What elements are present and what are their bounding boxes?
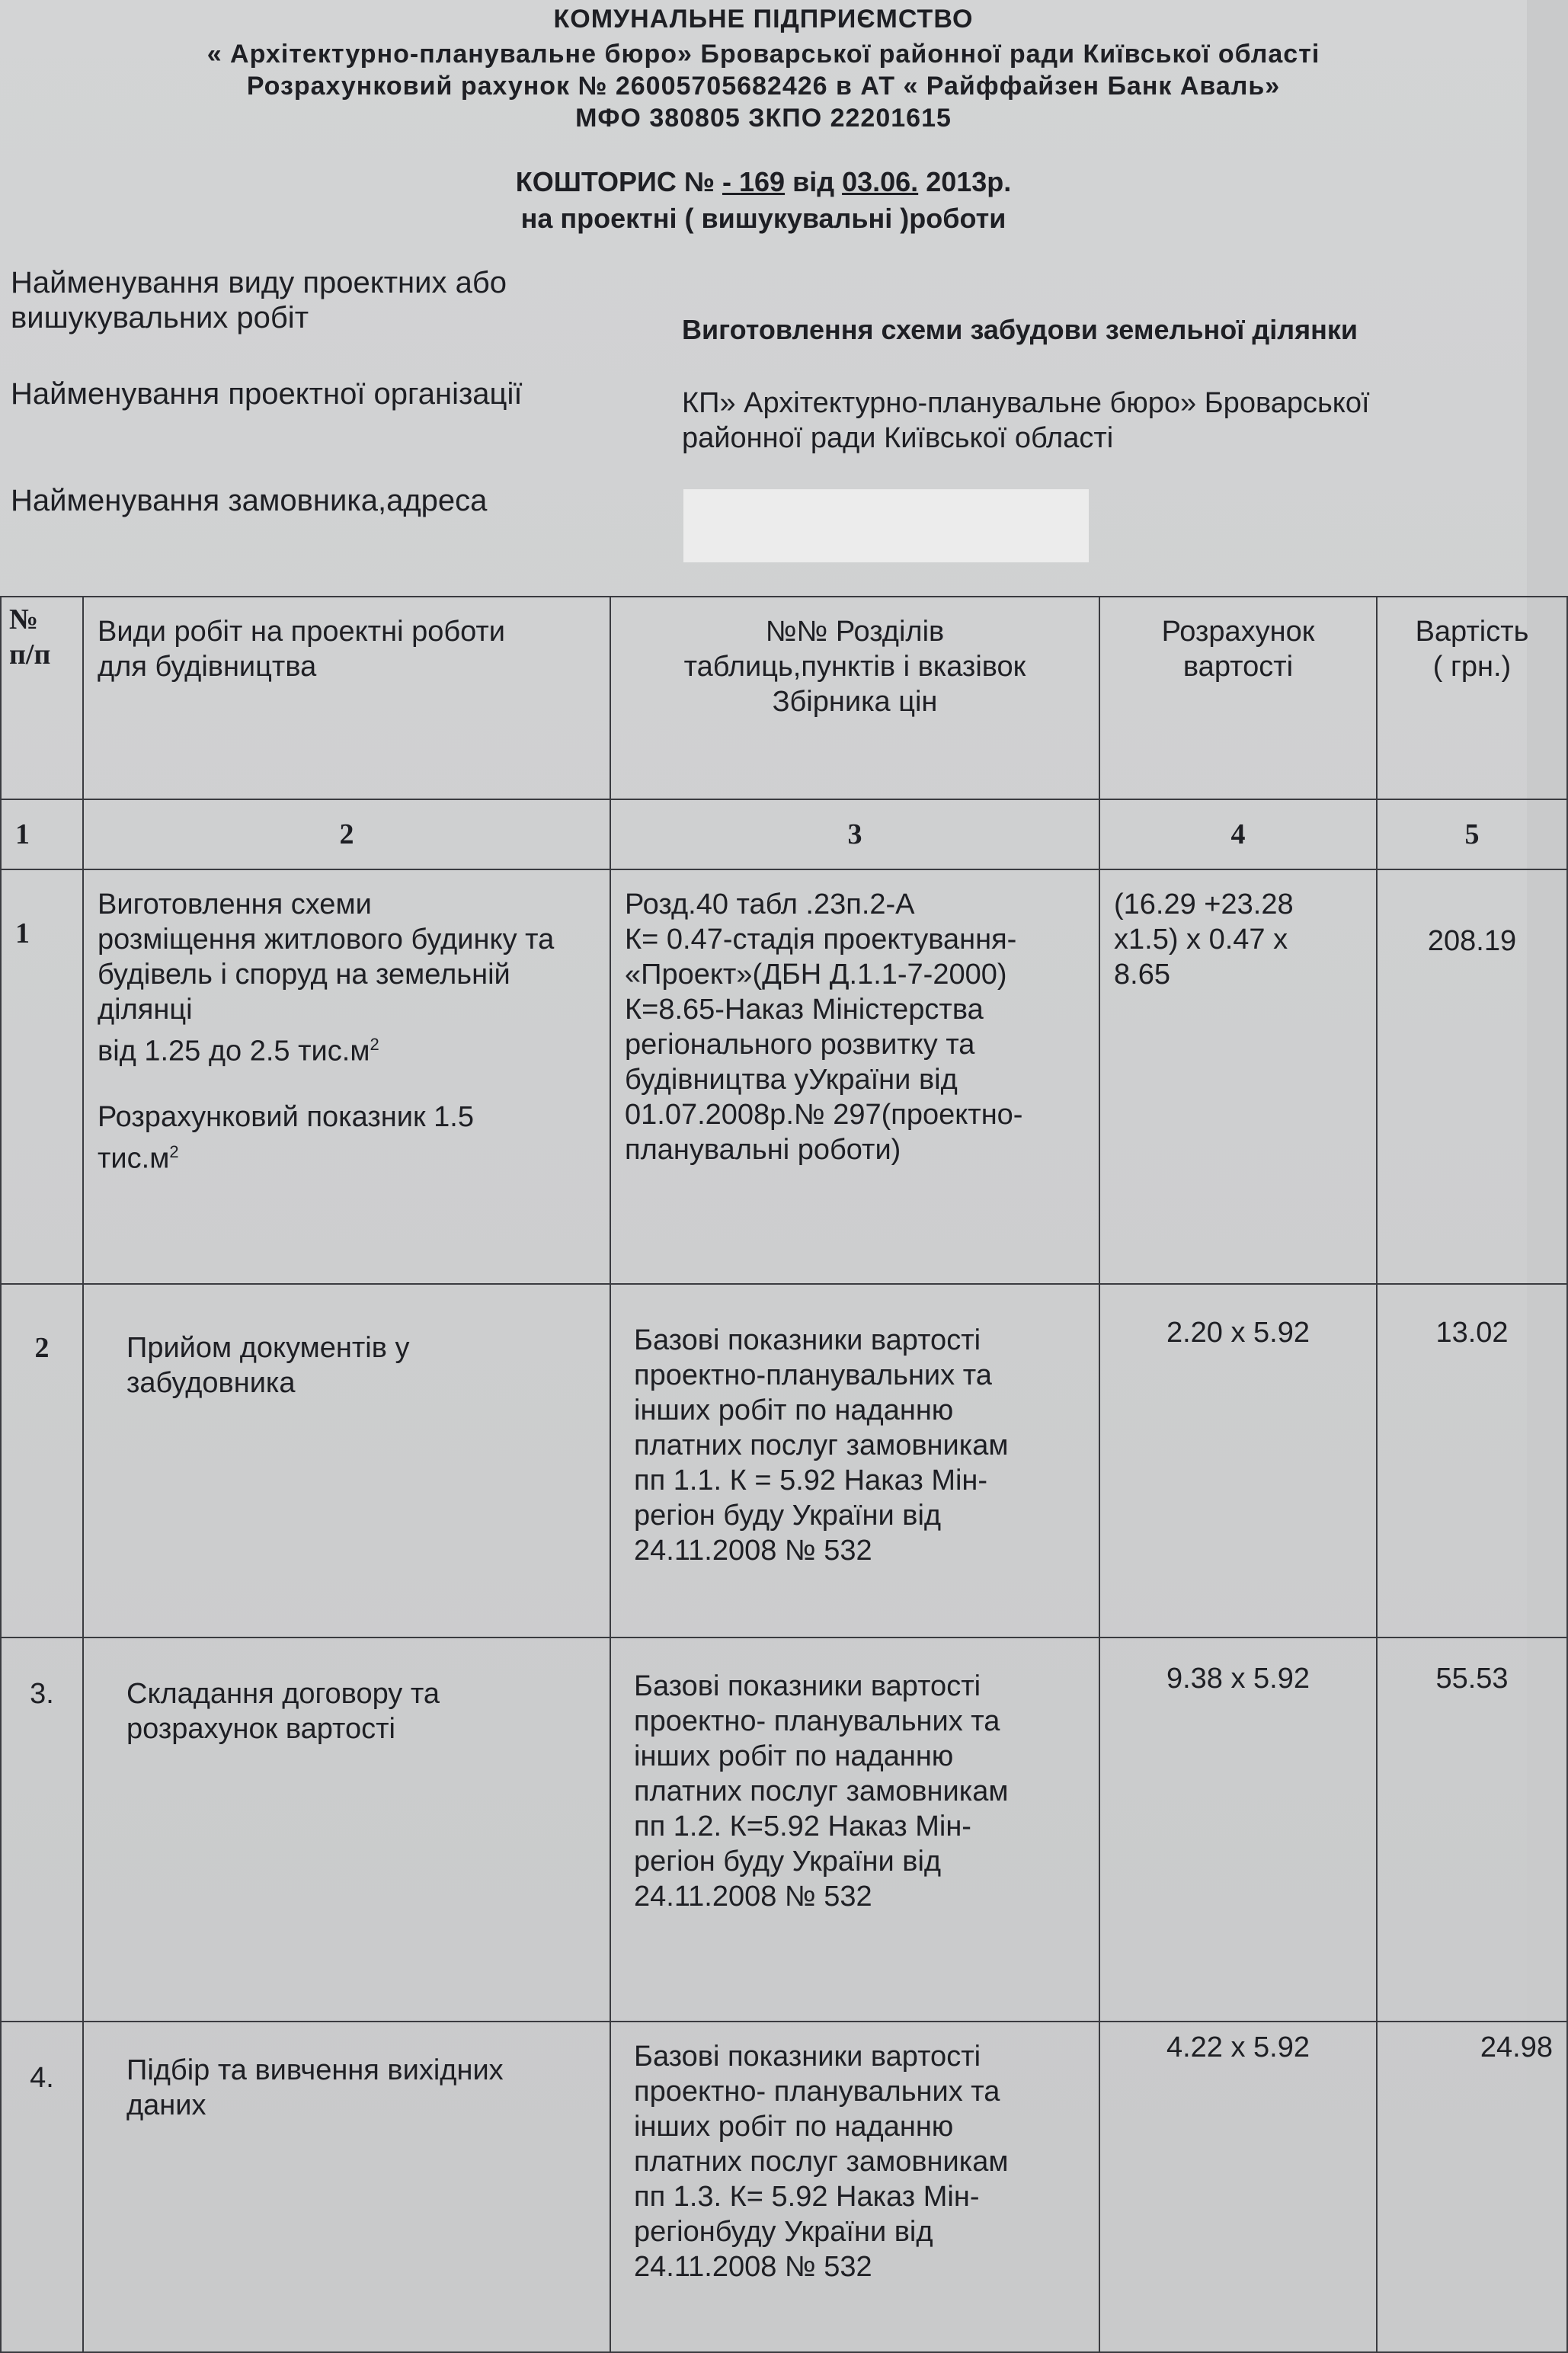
col-number-1: 1: [1, 799, 83, 869]
row-cost: 24.98: [1377, 2022, 1567, 2352]
estimate-date: 03.06.: [842, 166, 919, 197]
col-number-3: 3: [610, 799, 1099, 869]
row-works: Підбір та вивчення вихідних даних: [83, 2022, 610, 2352]
row-calc: 4.22 х 5.92: [1099, 2022, 1377, 2352]
company-name: « Архітектурно-планувальне бюро» Броварської районної ради Київської області: [206, 40, 1320, 69]
work-type-label: Найменування виду проектних або вишукувальних робіт: [11, 266, 507, 335]
estimate-from: від: [792, 166, 835, 197]
table-row: [1, 2022, 1567, 2352]
row-works: Складання договору та розрахунок вартості: [83, 1637, 610, 2022]
col-number-4: 4: [1099, 799, 1377, 869]
row-sections: Базові показники вартості проектно- планувальних та інших робіт по наданню платних послуг замовникам пп 1.3. К= 5.92 Наказ Мін- регіонбуду України від 24.11.2008 № 532: [610, 2022, 1099, 2352]
row-cost: 13.02: [1377, 1284, 1567, 1637]
row-calc: (16.29 +23.28 х1.5) х 0.47 х 8.65: [1099, 869, 1377, 1284]
row-number: 2: [1, 1284, 83, 1637]
row-works: Прийом документів у забудовника: [83, 1284, 610, 1637]
table-row: [1, 1637, 1567, 2022]
header-works: Види робіт на проектні роботи для будівництва: [83, 597, 610, 799]
row-works: [83, 869, 610, 1284]
customer-redaction: [683, 489, 1089, 562]
organization-value: КП» Архітектурно-планувальне бюро» Броварської районної ради Київської області: [682, 387, 1370, 454]
row-calc: 2.20 х 5.92: [1099, 1284, 1377, 1637]
col-number-5: 5: [1377, 799, 1567, 869]
row-works-text: Виготовлення схеми розміщення житлового будинку та будівель і споруд на земельній ділянці від 1.25 до 2.5 тис.м: [98, 888, 555, 1068]
row-works-main: [98, 887, 596, 1069]
header-cost: Вартість ( грн.): [1377, 597, 1567, 799]
bank-account: Розрахунковий рахунок № 26005705682426 в АТ « Райффайзен Банк Аваль»: [246, 72, 1281, 101]
header-num: № п/п: [1, 597, 83, 799]
superscript: 2: [169, 1141, 179, 1161]
estimate-prefix: КОШТОРИС №: [515, 166, 715, 197]
estimate-subtitle: на проектні ( вишукувальні )роботи: [520, 203, 1006, 234]
col-number-2: 2: [83, 799, 610, 869]
row-number: 4.: [1, 2022, 83, 2352]
header-calc: Розрахунок вартості: [1099, 597, 1377, 799]
row-indicator-text: Розрахунковий показник 1.5 тис.м: [98, 1100, 474, 1175]
bank-codes: МФО 380805 ЗКПО 22201615: [575, 104, 952, 133]
column-number-row: [1, 799, 1567, 869]
row-works-indicator: [98, 1100, 596, 1176]
organization-label: Найменування проектної організації: [11, 377, 523, 411]
estimate-table: [0, 596, 1568, 2353]
row-number: 1: [1, 869, 83, 1284]
table-row: [1, 869, 1567, 1284]
row-sections: Базові показники вартості проектно-планувальних та інших робіт по наданню платних послуг замовникам пп 1.1. К = 5.92 Наказ Мін- регіон буду України від 24.11.2008 № 532: [610, 1284, 1099, 1637]
company-title: КОМУНАЛЬНЕ ПІДПРИЄМСТВО: [553, 5, 974, 34]
superscript: 2: [370, 1035, 379, 1054]
row-sections: Базові показники вартості проектно- планувальних та інших робіт по наданню платних послуг замовникам пп 1.2. К=5.92 Наказ Мін- регіон буду України від 24.11.2008 № 532: [610, 1637, 1099, 2022]
table-header-row: [1, 597, 1567, 799]
header-sections: №№ Розділів таблиць,пунктів і вказівок Збірника цін: [610, 597, 1099, 799]
row-cost: 208.19: [1377, 869, 1567, 1284]
estimate-number: - 169: [722, 166, 786, 197]
row-number: 3.: [1, 1637, 83, 2022]
estimate-year: 2013р.: [926, 166, 1012, 197]
row-calc: 9.38 х 5.92: [1099, 1637, 1377, 2022]
work-type-value: Виготовлення схеми забудови земельної ділянки: [682, 314, 1358, 345]
customer-label: Найменування замовника,адреса: [11, 484, 488, 517]
estimate-title: [0, 166, 1527, 198]
table-row: [1, 1284, 1567, 1637]
row-cost: 55.53: [1377, 1637, 1567, 2022]
row-sections: Розд.40 табл .23п.2-А К= 0.47-стадія проектування- «Проект»(ДБН Д.1.1-7-2000) К=8.65-Наказ Міністерства регіонального розвитку та будівництва уУкраїни від 01.07.2008р.№ 297(проектно- планувальні роботи): [610, 869, 1099, 1284]
